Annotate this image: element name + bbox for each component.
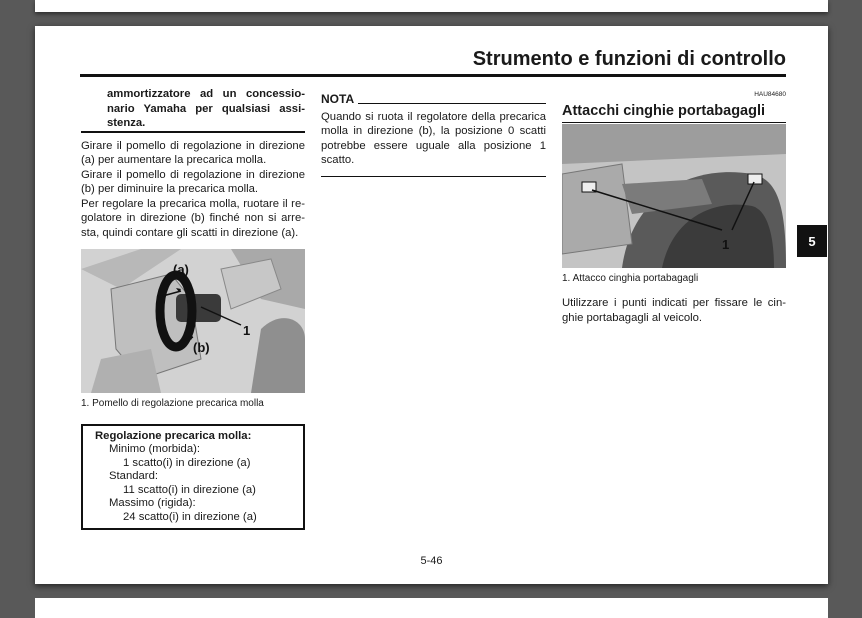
figure-label-a: (a) [173,262,189,277]
spec-title: Regolazione precarica molla: [95,429,252,442]
next-page-edge [35,598,828,618]
nota-heading-rule [358,103,546,104]
nota-text: Quando si ruota il regolatore della precarica molla in direzione (b), la posizione 0 scatti potrebbe essere uguale alla posizione 1 scatto. [321,110,546,166]
strap-paragraph: Utilizzare i punti indicati per fissare le cin-ghie portabagagli al veicolo. [562,297,786,324]
paragraph-increase: Girare il pomello di regolazione in direzione (a) per aumentare la precarica molla. [81,139,305,166]
nota-title: NOTA [321,92,355,106]
figure-caption-right: 1. Attacco cinghia portabagagli [562,272,699,284]
paragraph-procedure: Per regolare la precarica molla, ruotare il re-golatore in direzione (b) finché non si arre-sta, quindi contare gli scatti in direzione (a). [81,197,305,239]
figure-label-b: (b) [193,340,210,355]
chapter-tab: 5 [797,225,827,257]
figure-label-1: 1 [243,323,251,338]
spec-min-value: 1 scatto(i) in direzione (a) [123,456,251,469]
figure-caption-left: 1. Pomello di regolazione precarica molla [81,398,264,409]
figure-label-strap: 1 [722,236,730,252]
luggage-strap-figure [562,124,786,268]
spec-std-value: 11 scatto(i) in direzione (a) [123,483,256,496]
warning-rule [81,131,305,133]
header-rule [80,74,786,77]
section-rule [562,122,786,123]
spec-min-label: Minimo (morbida): [109,443,201,455]
nota-end-rule [321,176,546,177]
page-number: 5-46 [420,555,443,567]
section-title: Attacchi cinghie portabagagli [562,102,766,119]
previous-page-edge [35,0,828,12]
spec-std-label: Standard: [109,470,158,482]
luggage-strap-illustration [562,124,786,268]
nota-heading [321,92,546,107]
section-code: HAU84680 [754,91,786,98]
warning-text: ammortizzatore ad un concessio-nario Yamaha per qualsiasi assi-stenza. [107,88,305,129]
middle-column [321,92,546,177]
paragraph-decrease: Girare il pomello di regolazione in direzione (b) per diminuire la precarica molla. [81,168,305,195]
spec-box [81,424,305,531]
right-column [562,88,786,325]
preload-adjuster-figure [81,249,305,393]
manual-page [35,26,828,584]
page-title: Strumento e funzioni di controllo [472,48,786,70]
spec-max-label: Massimo (rigida): [109,497,196,509]
spec-max-value: 24 scatto(i) in direzione (a) [123,510,257,523]
preload-adjuster-illustration [81,249,305,393]
left-column [81,87,305,530]
